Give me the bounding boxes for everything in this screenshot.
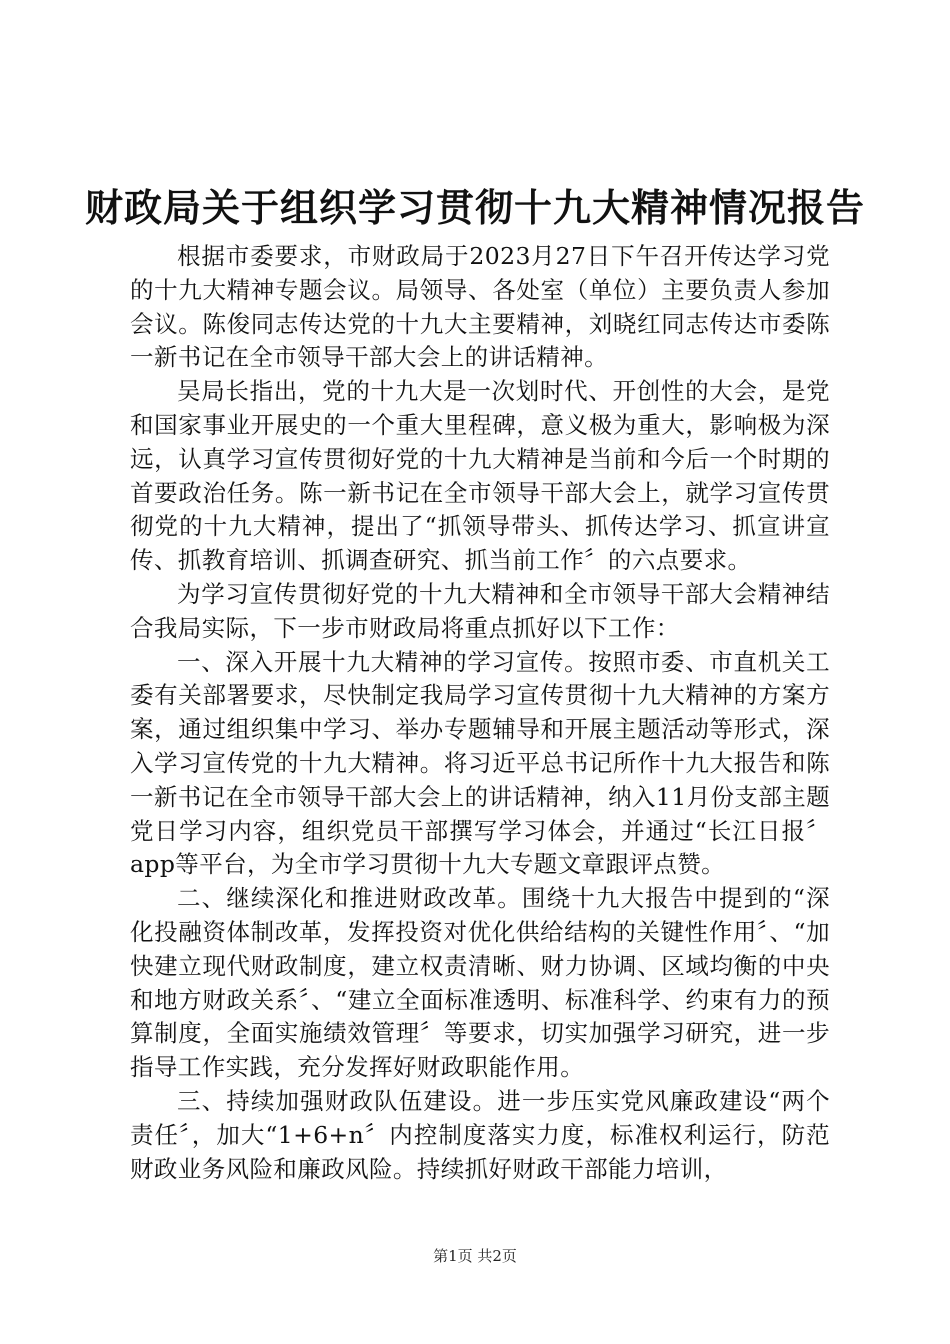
document-title: 财政局关于组织学习贯彻十九大精神情况报告 xyxy=(84,185,865,230)
paragraph: 三、持续加强财政队伍建设。进一步压实党风廉政建设“两个责任〞，加大“1+6+n〞内控制度落实力度，标准权利运行，防范财政业务风险和廉政风险。持续抓好财政干部能力培训， xyxy=(130,1086,830,1183)
paragraph: 二、继续深化和推进财政改革。围绕十九大报告中提到的“深化投融资体制改革，发挥投资对优化供给结构的关键性作用〞、“加快建立现代财政制度，建立权责清晰、财力协调、区域均衡的中央和地方财政关系〞、“建立全面标准透明、标准科学、约束有力的预算制度，全面实施绩效管理〞等要求，切实加强学习研究，进一步指导工作实践，充分发挥好财政职能作用。 xyxy=(130,884,830,1082)
paragraph: 一、深入开展十九大精神的学习宣传。按照市委、市直机关工委有关部署要求，尽快制定我局学习宣传贯彻十九大精神的方案方案，通过组织集中学习、举办专题辅导和开展主题活动等形式，深入学习宣传党的十九大精神。将习近平总书记所作十九大报告和陈一新书记在全市领导干部大会上的讲话精神，纳入11月份支部主题党日学习内容，组织党员干部撰写学习体会，并通过“长江日报〞app等平台，为全市学习贯彻十九大专题文章跟评点赞。 xyxy=(130,647,830,879)
paragraph: 为学习宣传贯彻好党的十九大精神和全市领导干部大会精神结合我局实际，下一步市财政局将重点抓好以下工作： xyxy=(130,579,830,642)
page-footer: 第1页 共2页 xyxy=(433,1247,517,1265)
paragraph: 根据市委要求，市财政局于2023月27日下午召开传达学习党的十九大精神专题会议。局领导、各处室（单位）主要负责人参加会议。陈俊同志传达党的十九大主要精神，刘晓红同志传达市委陈一新书记在全市领导干部大会上的讲话精神。 xyxy=(130,242,830,372)
document-body xyxy=(130,240,830,1186)
paragraph: 吴局长指出，党的十九大是一次划时代、开创性的大会，是党和国家事业开展史的一个重大里程碑，意义极为重大，影响极为深远，认真学习宣传贯彻好党的十九大精神是当前和今后一个时期的首要政治任务。陈一新书记在全市领导干部大会上，就学习宣传贯彻党的十九大精神，提出了“抓领导带头、抓传达学习、抓宣讲宣传、抓教育培训、抓调查研究、抓当前工作〞的六点要求。 xyxy=(130,377,830,575)
